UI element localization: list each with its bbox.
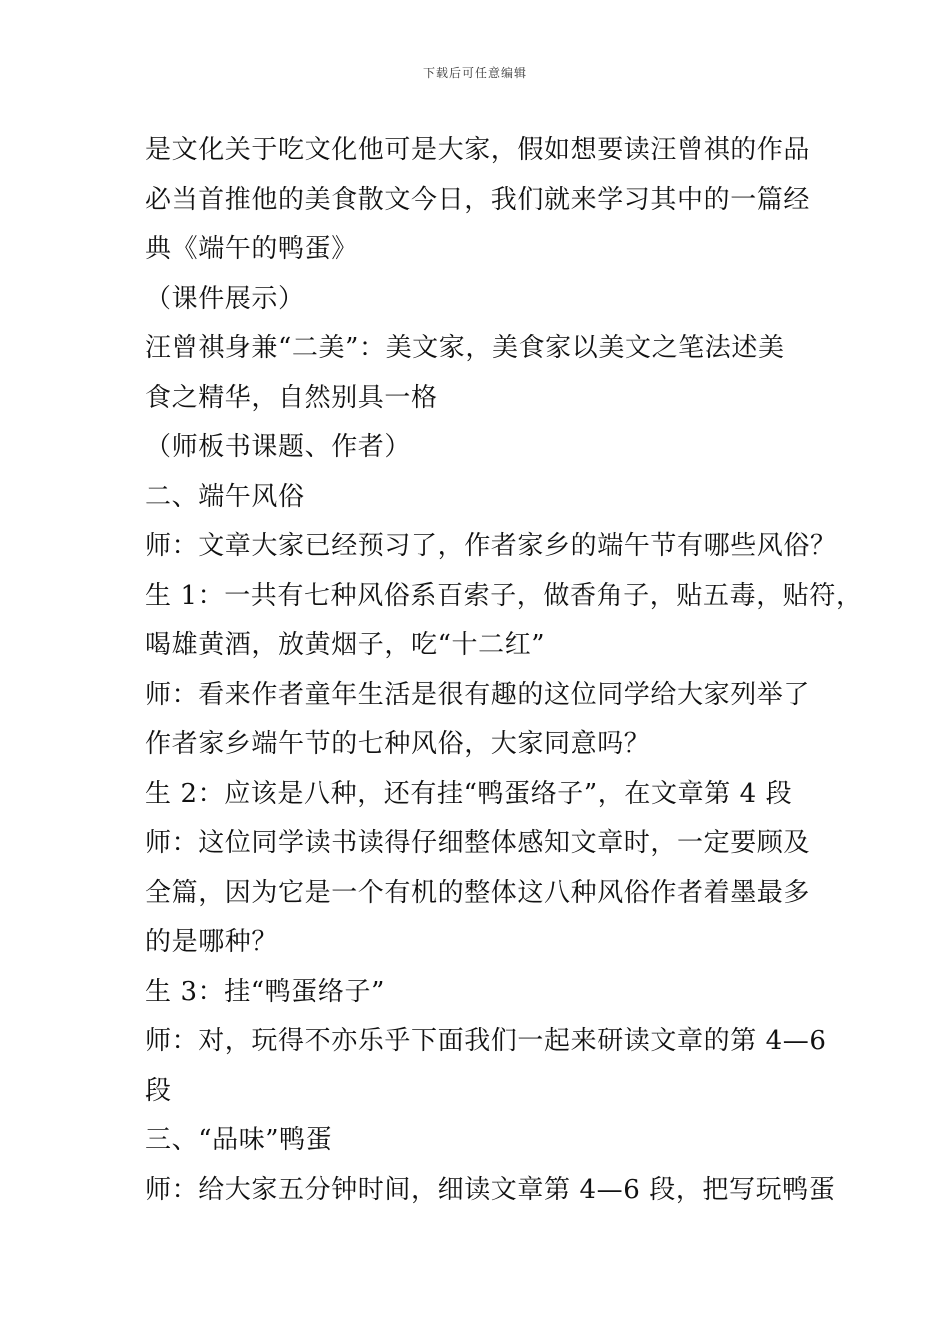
text-line: 生 3：挂“鸭蛋络子” — [145, 976, 385, 1007]
text-line: 典《端午的鸭蛋》 — [145, 234, 358, 264]
document-body — [145, 126, 863, 1215]
text-line: 汪曾祺身兼“二美”：美文家，美食家以美文之笔法述美 — [145, 333, 785, 363]
text-line: 师：这位同学读书读得仔细整体感知文章时，一定要顾及 — [145, 828, 811, 858]
text-line: （课件展示） — [145, 283, 305, 314]
text-line: 喝雄黄酒，放黄烟子，吃“十二红” — [145, 630, 546, 660]
text-line: 必当首推他的美食散文今日，我们就来学习其中的一篇经 — [145, 184, 811, 215]
text-line: （师板书课题、作者） — [145, 432, 412, 462]
page-header: 下载后可任意编辑 — [422, 66, 527, 80]
text-line: 作者家乡端午节的七种风俗，大家同意吗？ — [145, 729, 651, 759]
text-line: 师：对，玩得不亦乐乎下面我们一起来研读文章的第 4—6 — [145, 1026, 827, 1056]
text-line: 师：文章大家已经预习了，作者家乡的端午节有哪些风俗？ — [145, 531, 837, 561]
section-heading: 二、端午风俗 — [145, 481, 305, 512]
text-line: 生 2：应该是八种，还有挂“鸭蛋络子”，在文章第 4 段 — [145, 778, 793, 809]
section-heading: 三、“品味”鸭蛋 — [145, 1125, 333, 1155]
text-line: 师：给大家五分钟时间，细读文章第 4—6 段，把写玩鸭蛋 — [145, 1174, 836, 1205]
text-line: 师：看来作者童年生活是很有趣的这位同学给大家列举了 — [145, 679, 811, 710]
text-line: 的是哪种？ — [145, 927, 279, 957]
text-line: 段 — [145, 1075, 172, 1106]
text-line: 全篇，因为它是一个有机的整体这八种风俗作者着墨最多 — [145, 877, 811, 908]
text-line: 是文化关于吃文化他可是大家，假如想要读汪曾祺的作品 — [145, 135, 811, 165]
text-line: 食之精华，自然别具一格 — [145, 382, 438, 413]
text-line: 生 1：一共有七种风俗系百索子，做香角子，贴五毒，贴符， — [145, 580, 863, 611]
